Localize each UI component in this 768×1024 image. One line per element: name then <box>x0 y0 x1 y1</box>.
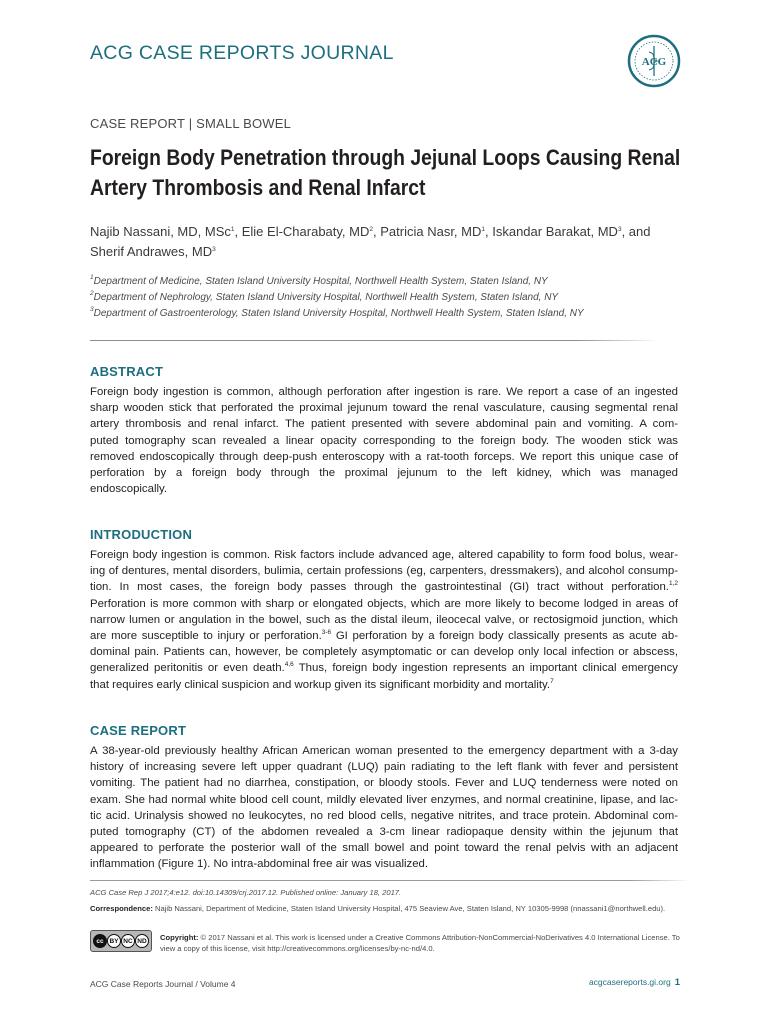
author-name: Iskandar Barakat, MD <box>492 224 618 239</box>
affiliation: $^1$Department of Medicine, Staten Island University Hospital, Northwell Health System, Staten Island, NY <box>90 274 548 287</box>
author-name: Najib Nassani, MD, MSc <box>90 224 231 239</box>
author-affiliation-marker: 3 <box>617 226 622 233</box>
text-line: Foreign body ingestion is common. Risk factors include advanced age, altered capability to form food bolus, wear- <box>90 549 678 561</box>
citation-marker[interactable]: 1,2 <box>668 580 678 588</box>
author-line: Najib Nassani, MD, MSc$^1$, Elie El-Charabaty, $MD^2$, Patricia Nasr, $MD^1$, Iskandar Barakat, $MD^3$, and <box>90 224 651 239</box>
author-name: Sherif Andrawes, MD <box>90 244 213 259</box>
citation-marker[interactable]: 4,6 <box>284 661 294 669</box>
footnote-divider <box>90 880 690 881</box>
nc-icon: NC <box>121 934 135 948</box>
author-affiliation-marker: 2 <box>369 226 373 233</box>
article-title <box>90 143 681 203</box>
author-name: Patricia Nasr, MD <box>380 224 482 239</box>
footer-right <box>589 977 680 988</box>
author-affiliation-marker: 1 <box>230 226 235 233</box>
affiliation: $^3$Department of Gastroenterology, Staten Island University Hospital, Northwell Health System, Staten Island, NY <box>90 306 584 319</box>
by-icon: BY <box>107 934 121 948</box>
affiliations <box>90 274 584 322</box>
text-line: are more susceptible to injury or perforation.$^{3-6}$ GI perforation by a foreign body classically presents as acute ab- <box>90 629 678 643</box>
text-line: that requires early clinical suspicion and workup given its significant morbidity and mortality.$^7$ <box>90 677 554 691</box>
abstract-heading: ABSTRACT <box>90 364 164 379</box>
author-name: Elie El-Charabaty, MD <box>241 224 370 239</box>
case-report-body: A 38-year-old previously healthy African American woman presented to the emergency department with a 3-day history of increasing severe left upper quadrant (LUQ) pain radiating to the left flank with fever and persistent vomiting. The patient had no diarrhea, constipation, or bloody stools. Fever and LUQ tenderness were noted on exam. She had normal white blood cell count, mildly elevated liver enzymes, and normal creatinine, lipase, and lac- tic acid. Urinalysis showed no leukocytes, no red blood cells, negative nitrites, and trace protein. Abdominal com- puted tomography (CT) of the abdomen revealed a 3-cm linear radiopaque density within the jejunum that appeared to perforate the posterior wall of the small bowel and point toward the renal pelvis with an adjacent inflammation (Figure 1). No intra-abdominal free air was visualized. <box>90 745 678 871</box>
title-line: Artery Thrombosis and Renal Infarct <box>90 175 426 200</box>
footer-url-link[interactable]: acgcasereports.gi.org <box>588 977 671 987</box>
title-line: Foreign Body Penetration through Jejunal Loops Causing Renal <box>90 145 681 170</box>
text-line: narrow lumen or angulation in the bowel, such as the distal ileum, ileocecal valve, or rectosigmoid junction, which <box>90 613 678 626</box>
citation: ACG Case Rep J 2017;4:e12. doi:10.14309/crj.2017.12. Published online: January 18, 2017. <box>90 888 402 897</box>
text-line: dominal pain. Patients can, however, be completely asymptomatic or can develop only local infection or abscess, <box>90 646 678 659</box>
text-line: tion. In most cases, the foreign body passes through the gastrointestinal (GI) tract without perforation.$^{1,2}$ <box>90 580 678 594</box>
author-affiliation-marker: 3 <box>212 246 216 253</box>
affiliation: $^2$Department of Nephrology, Staten Island University Hospital, Northwell Health System, Staten Island, NY <box>90 290 559 303</box>
text-line: generalized peritonitis or even death.$^{4,6}$ Thus, foreign body ingestion represents an important clinical emergency <box>90 661 678 675</box>
citation-marker[interactable]: 7 <box>550 677 554 685</box>
logo-text: ACG <box>641 56 667 68</box>
text-line: Perforation is more common with sharp or elongated objects, which are more likely to become lodged in areas of <box>90 597 678 610</box>
introduction-heading: INTRODUCTION <box>90 527 193 542</box>
license-text: Copyright: © 2017 Nassani et al. This work is licensed under a Creative Commons Attribution-NonCommercial-NoDerivatives 4.0 International License. To view a copy of this license, visit http://creativecommons.org/licenses/by-nc-nd/4.0. <box>160 933 680 953</box>
author-line <box>90 242 690 262</box>
author-affiliation-marker: 1 <box>481 226 485 233</box>
creative-commons-badge[interactable] <box>90 930 152 952</box>
citation-marker[interactable]: 3-6 <box>321 629 332 637</box>
case-report-heading: CASE REPORT <box>90 723 187 738</box>
cc-icon: cc <box>93 934 107 948</box>
abstract-body: Foreign body ingestion is common, although perforation after ingestion is rare. We report a case of an ingested sharp wooden stick that perforated the proximal jejunum toward the renal vasculature, causing segmental renal artery thrombosis and renal infarct. The patient presented with severe abdominal pain and vomiting. A com- puted tomography scan revealed a linear opacity corresponding to the foreign body. The wooden stick was removed endoscopically through deep-push enteroscopy with a rat-tooth forceps. We report this unique case of perforation by a foreign body through the proximal jejunum to the left kidney, which was managed endoscopically. <box>90 386 678 496</box>
nd-icon: ND <box>135 934 149 948</box>
divider <box>90 340 660 341</box>
journal-title: ACG CASE REPORTS JOURNAL <box>90 42 394 64</box>
author-list <box>90 222 690 262</box>
page-number: 1 <box>674 977 680 988</box>
introduction-body <box>90 547 678 693</box>
acg-seal-icon <box>627 34 681 88</box>
text-line: ing of dentures, mental disorders, bulimia, certain professions (eg, carpenters, dressmakers), and alcohol consump- <box>90 565 678 578</box>
correspondence: Correspondence: Najib Nassani, Department of Medicine, Staten Island University Hospital, 475 Seaview Ave, Staten Island, NY 10305-9998 (nnassani1@northwell.edu). <box>90 904 666 913</box>
category-label: CASE REPORT | SMALL BOWEL <box>90 116 292 131</box>
footer-journal-volume: ACG Case Reports Journal / Volume 4 <box>90 979 236 989</box>
